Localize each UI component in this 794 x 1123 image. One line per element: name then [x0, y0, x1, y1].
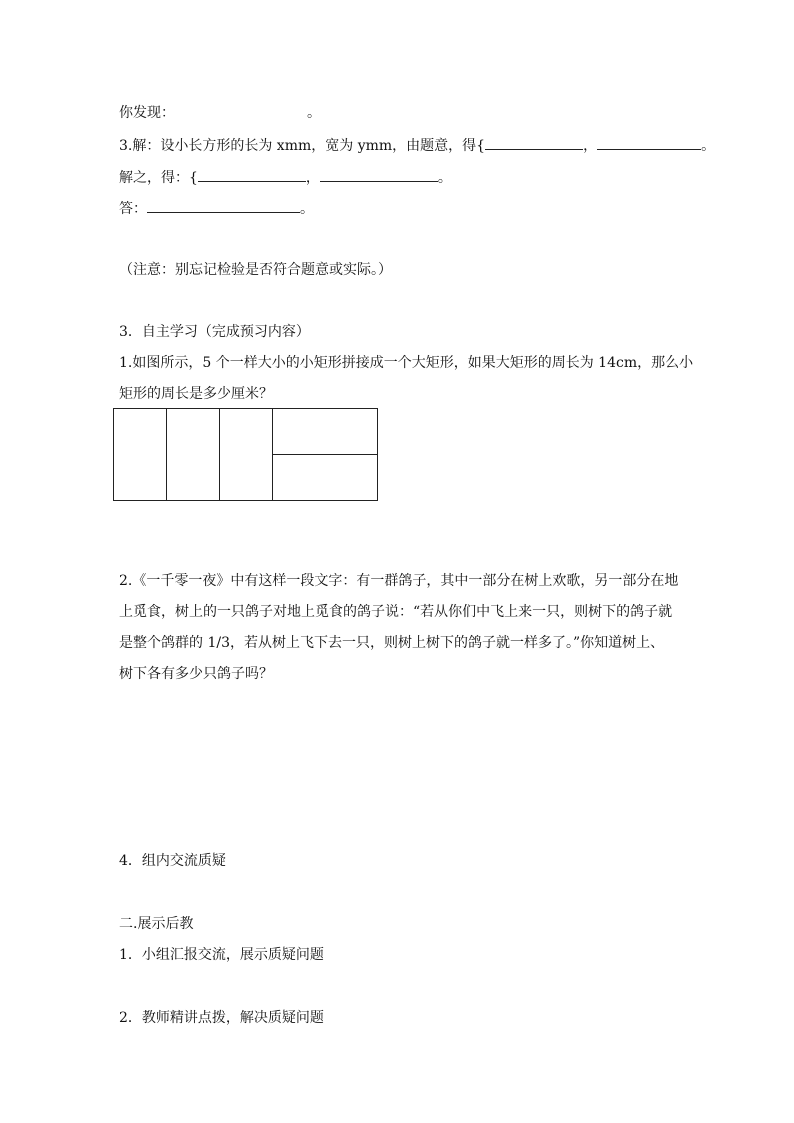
figure-divider-1: [166, 409, 167, 500]
problem-2-line-2: 上觅食，树上的一只鸽子对地上觅食的鸽子说：“若从你们中飞上来一只，则树下的鸽子就: [119, 604, 673, 620]
group-exchange-heading: 4．组内交流质疑: [119, 853, 226, 869]
self-study-heading: 3．自主学习（完成预习内容）: [119, 324, 310, 340]
figure-divider-2: [219, 409, 220, 500]
solution-setup-comma: ，: [583, 138, 598, 154]
problem-2-line-4: 树下各有多少只鸽子吗？: [119, 666, 273, 682]
rectangle-figure: [113, 408, 378, 501]
solution-setup-text: 3.解：设小长方形的长为 xmm，宽为 ymm，由题意，得{: [119, 138, 486, 154]
answer-label: 答：: [119, 201, 147, 217]
discovery-label: 你发现：: [119, 105, 175, 121]
figure-divider-horizontal: [272, 454, 377, 455]
problem-1-line-2: 矩形的周长是多少厘米？: [119, 386, 273, 402]
equation-blank-2[interactable]: [597, 134, 701, 150]
answer-line: [119, 197, 314, 219]
solve-blank-1[interactable]: [198, 166, 306, 182]
equation-blank-1[interactable]: [485, 134, 583, 150]
problem-1-line-1: 1.如图所示，5 个一样大小的小矩形拼接成一个大矩形，如果大矩形的周长为 14cm，那么小: [119, 355, 694, 371]
answer-end: 。: [300, 201, 314, 217]
solve-end: 。: [437, 170, 452, 186]
discovery-end: 。: [307, 105, 321, 121]
solution-setup-line: [119, 134, 715, 156]
discovery-line: [119, 103, 321, 123]
solve-blank-2[interactable]: [320, 166, 438, 182]
note-text: （注意：别忘记检验是否符合题意或实际。）: [119, 262, 392, 278]
problem-2-line-1: 2.《一千零一夜》中有这样一段文字：有一群鸽子，其中一部分在树上欢歌，另一部分在地: [119, 573, 679, 589]
solution-setup-end: 。: [701, 138, 716, 154]
answer-blank[interactable]: [147, 197, 300, 213]
part-2-item-1: 1．小组汇报交流，展示质疑问题: [119, 947, 324, 963]
solve-line: [119, 166, 452, 188]
problem-2-line-3: 是整个鸽群的 1/3，若从树上飞下去一只，则树上树下的鸽子就一样多了。”你知道树上、: [119, 635, 665, 651]
part-2-item-2: 2．教师精讲点拨，解决质疑问题: [119, 1010, 324, 1026]
part-2-heading: 二.展示后教: [119, 916, 194, 932]
solve-comma: ，: [305, 170, 320, 186]
solve-text: 解之，得：{: [119, 170, 198, 186]
